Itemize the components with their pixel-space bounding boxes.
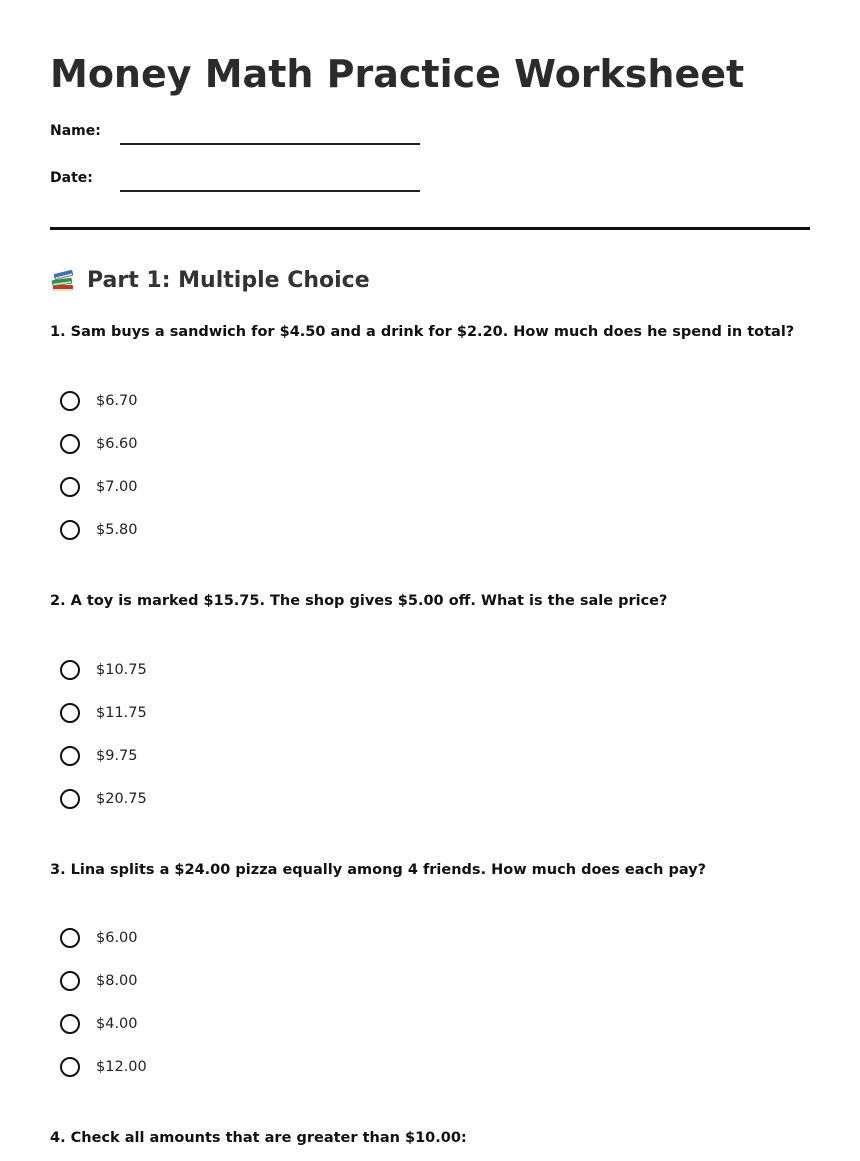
option-label: $6.70 [96,393,138,409]
question-3-option-1[interactable] [60,925,138,951]
option-label: $6.00 [96,930,138,946]
radio-button[interactable] [60,789,80,809]
page-title: Money Math Practice Worksheet [50,52,745,96]
question-2-option-1[interactable] [60,657,147,683]
radio-button[interactable] [60,520,80,540]
option-label: $12.00 [96,1059,147,1075]
radio-button[interactable] [60,1014,80,1034]
name-label: Name: [50,123,101,139]
radio-button[interactable] [60,1057,80,1077]
question-1-option-3[interactable] [60,474,138,500]
option-label: $4.00 [96,1016,138,1032]
section-title-text: Part 1: Multiple Choice [87,268,370,293]
option-label: $5.80 [96,522,138,538]
question-2-option-4[interactable] [60,786,147,812]
radio-button[interactable] [60,434,80,454]
question-3-option-2[interactable] [60,968,138,994]
option-label: $6.60 [96,436,138,452]
radio-button[interactable] [60,391,80,411]
question-3-option-4[interactable] [60,1054,147,1080]
books-icon [50,268,76,294]
question-2: 2. A toy is marked $15.75. The shop gives $5.00 off. What is the sale price? [50,593,668,609]
question-2-option-2[interactable] [60,700,147,726]
radio-button[interactable] [60,703,80,723]
header-divider [50,227,810,230]
question-1-option-2[interactable] [60,431,138,457]
name-field[interactable] [120,143,420,145]
option-label: $10.75 [96,662,147,678]
section-title [50,266,370,296]
radio-button[interactable] [60,746,80,766]
option-label: $7.00 [96,479,138,495]
radio-button[interactable] [60,971,80,991]
question-3-option-3[interactable] [60,1011,138,1037]
date-field[interactable] [120,190,420,192]
question-1-option-1[interactable] [60,388,138,414]
date-label: Date: [50,170,93,186]
radio-button[interactable] [60,477,80,497]
question-2-option-3[interactable] [60,743,138,769]
radio-button[interactable] [60,928,80,948]
question-1: 1. Sam buys a sandwich for $4.50 and a drink for $2.20. How much does he spend in total? [50,324,795,340]
option-label: $8.00 [96,973,138,989]
question-1-option-4[interactable] [60,517,138,543]
question-4: 4. Check all amounts that are greater than $10.00: [50,1130,467,1146]
option-label: $9.75 [96,748,138,764]
option-label: $11.75 [96,705,147,721]
option-label: $20.75 [96,791,147,807]
question-3: 3. Lina splits a $24.00 pizza equally among 4 friends. How much does each pay? [50,862,707,878]
radio-button[interactable] [60,660,80,680]
